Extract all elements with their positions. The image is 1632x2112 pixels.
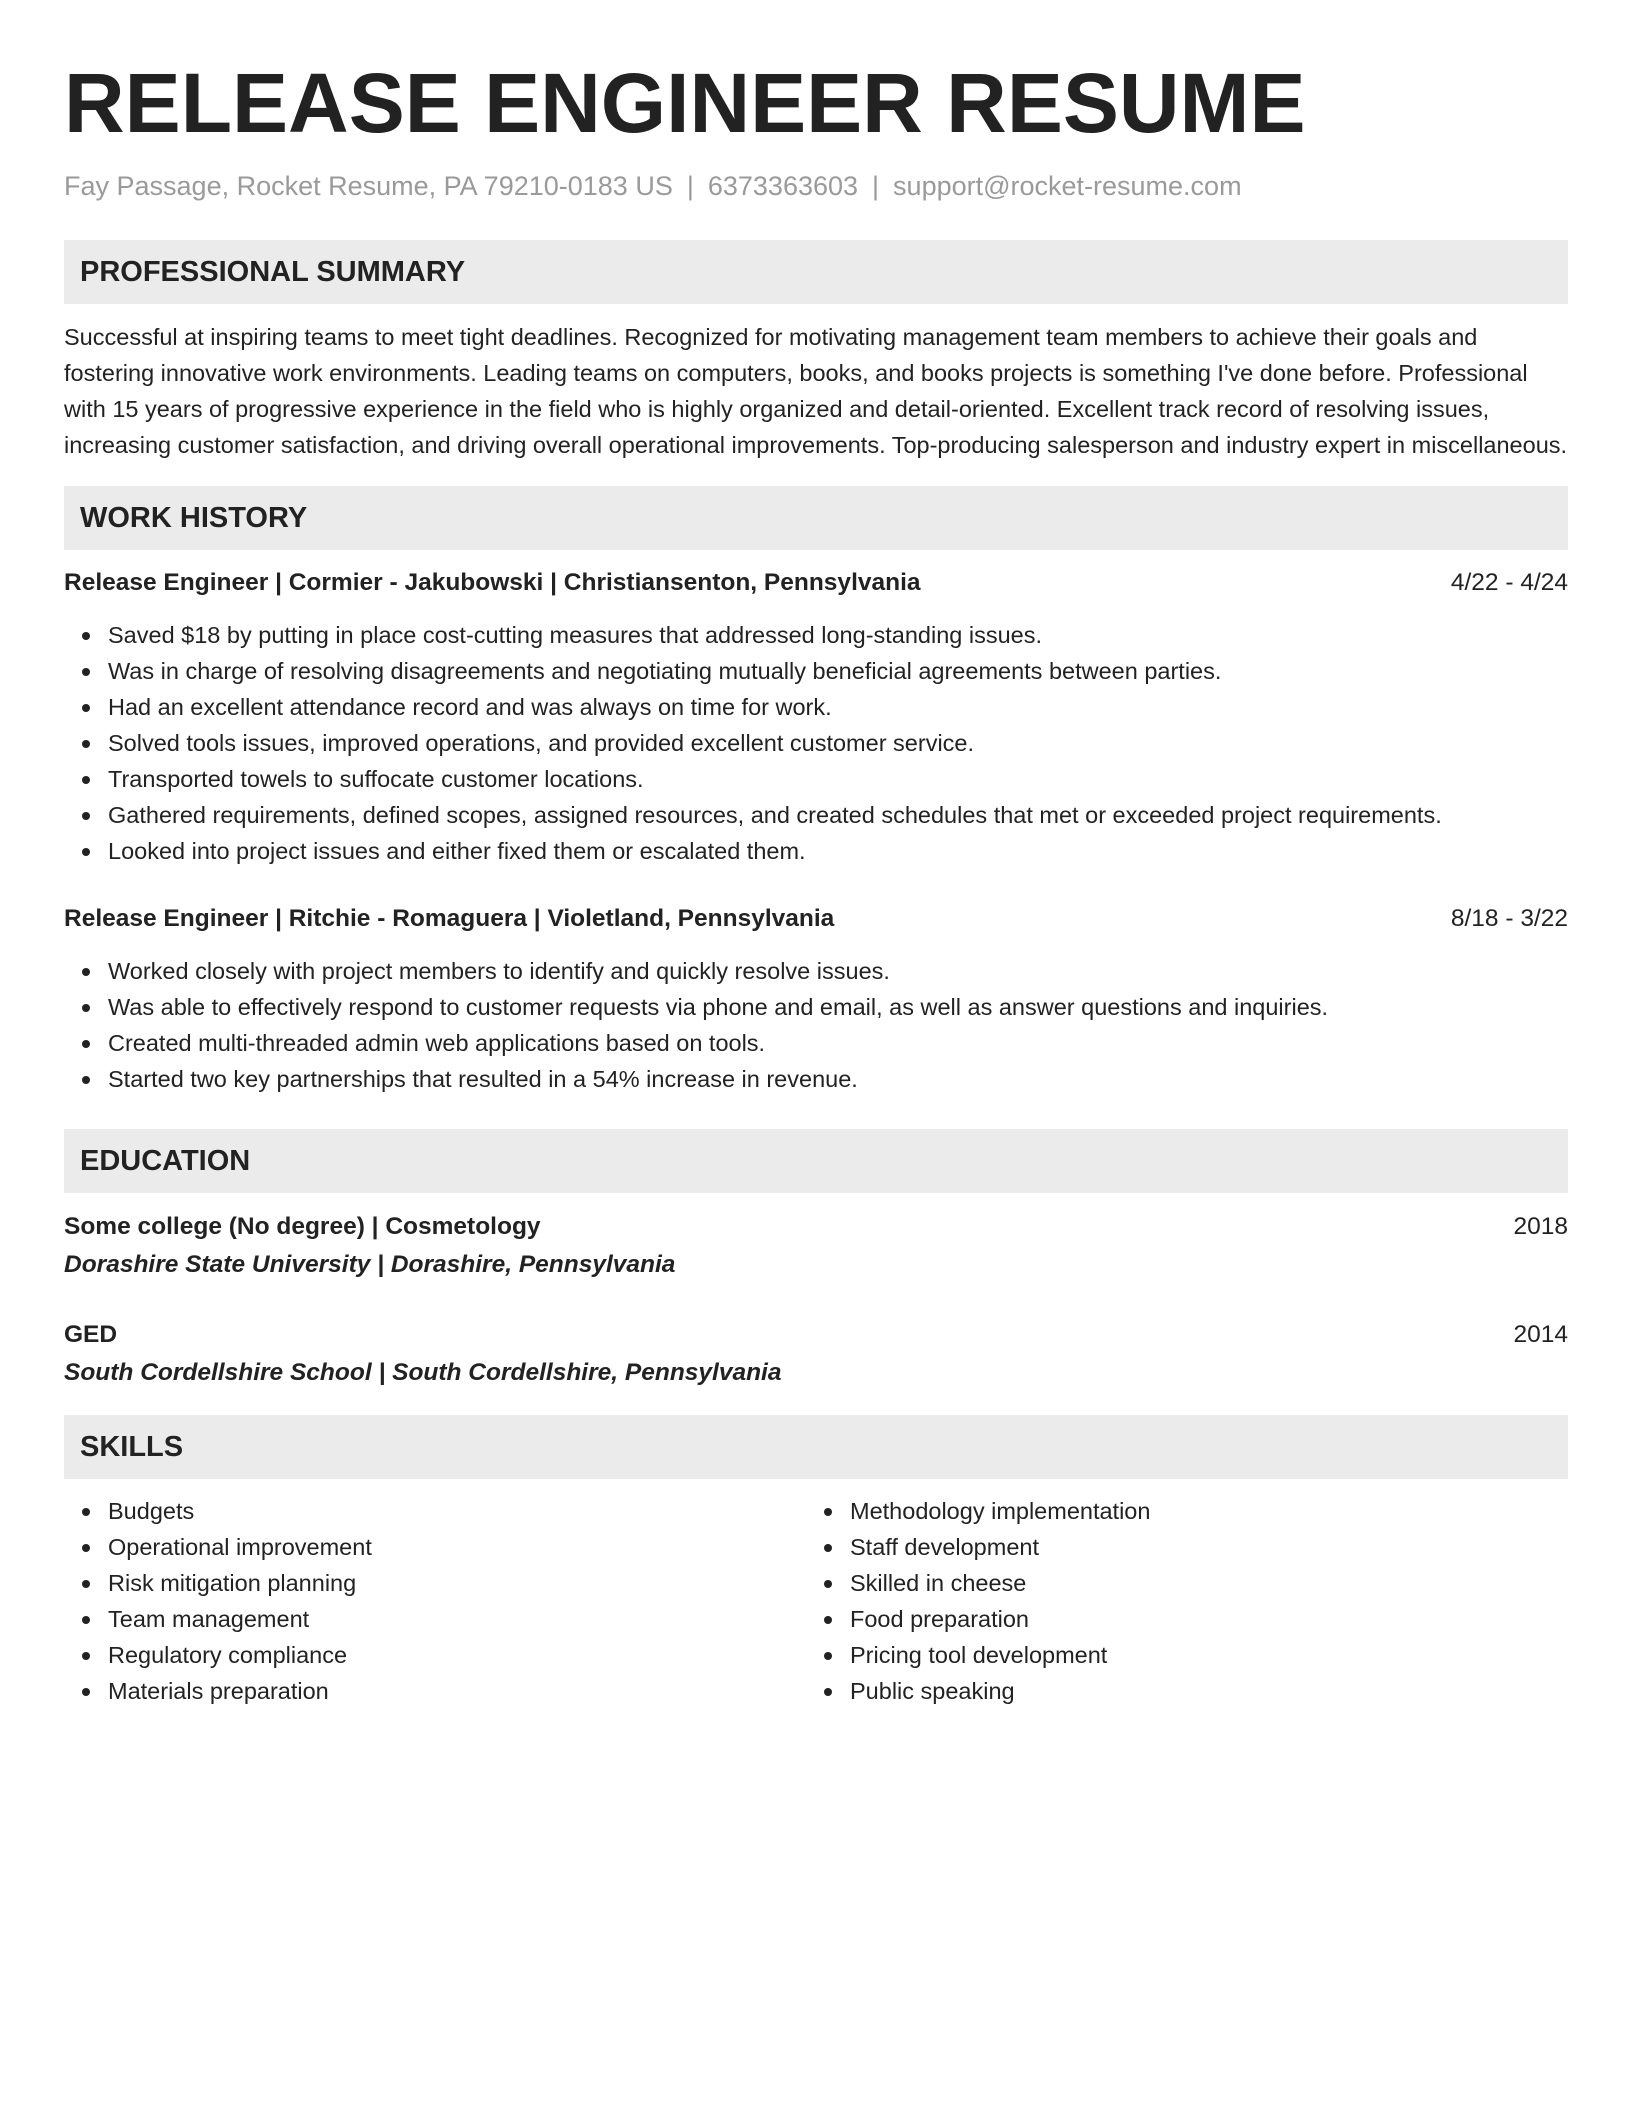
skill-item: Materials preparation [108,1673,806,1709]
education-year: 2014 [1513,1321,1568,1348]
summary-heading: PROFESSIONAL SUMMARY [64,240,1568,304]
contact-phone: 6373363603 [707,171,859,201]
contact-line [64,168,1568,204]
education-entry [64,1317,1568,1391]
skill-item: Staff development [850,1529,1548,1565]
skills-column-right [806,1493,1548,1709]
education-header [64,1317,1568,1353]
skills-heading: SKILLS [64,1415,1568,1479]
education-degree: Some college (No degree) | Cosmetology [64,1213,541,1240]
job-bullet: Created multi-threaded admin web applications based on tools. [108,1025,1568,1061]
contact-email[interactable]: support@rocket-resume.com [893,171,1242,201]
skill-item: Risk mitigation planning [108,1565,806,1601]
education-school: Dorashire State University | Dorashire, Pennsylvania [64,1251,676,1278]
job-entry [64,901,1568,1097]
skill-item: Budgets [108,1493,806,1529]
skill-item: Food preparation [850,1601,1548,1637]
job-dates: 8/18 - 3/22 [1450,905,1568,932]
education-degree: GED [64,1321,118,1348]
education-entry [64,1209,1568,1283]
skill-item: Team management [108,1601,806,1637]
job-bullet: Gathered requirements, defined scopes, assigned resources, and created schedules that met or exceeded project requirements. [108,797,1568,833]
skill-item: Operational improvement [108,1529,806,1565]
job-bullet: Transported towels to suffocate customer locations. [108,761,1568,797]
resume-title: RELEASE ENGINEER RESUME [64,56,1306,150]
job-bullet: Worked closely with project members to identify and quickly resolve issues. [108,953,1568,989]
job-header [64,901,1568,937]
skills-bullets [64,1493,806,1709]
job-bullets [64,953,1568,1097]
skill-item: Skilled in cheese [850,1565,1548,1601]
skill-item: Methodology implementation [850,1493,1548,1529]
skill-item: Regulatory compliance [108,1637,806,1673]
education-heading: EDUCATION [64,1129,1568,1193]
job-bullet: Looked into project issues and either fixed them or escalated them. [108,833,1568,869]
education-year: 2018 [1513,1213,1568,1240]
job-bullet: Saved $18 by putting in place cost-cutting measures that addressed long-standing issues. [108,617,1568,653]
skill-item: Pricing tool development [850,1637,1548,1673]
job-entry [64,565,1568,869]
contact-separator: | [686,171,694,201]
job-bullet: Started two key partnerships that resulted in a 54% increase in revenue. [108,1061,1568,1097]
contact-separator: | [872,171,880,201]
skills-list [64,1493,1568,1709]
job-bullet: Was able to effectively respond to customer requests via phone and email, as well as answer questions and inquiries. [108,989,1568,1025]
resume-page [64,0,1568,1709]
job-title: Release Engineer | Cormier - Jakubowski | Christiansenton, Pennsylvania [64,569,921,596]
contact-address: Fay Passage, Rocket Resume, PA 79210-0183 US [64,171,673,201]
job-title: Release Engineer | Ritchie - Romaguera | Violetland, Pennsylvania [64,905,835,932]
skill-item: Public speaking [850,1673,1548,1709]
skills-bullets [806,1493,1548,1709]
job-bullet: Solved tools issues, improved operations, and provided excellent customer service. [108,725,1568,761]
education-header [64,1209,1568,1245]
education-school: South Cordellshire School | South Cordellshire, Pennsylvania [64,1359,782,1386]
job-header [64,565,1568,601]
work-history-heading: WORK HISTORY [64,486,1568,550]
job-bullet: Was in charge of resolving disagreements and negotiating mutually beneficial agreements between parties. [108,653,1568,689]
job-bullets [64,617,1568,869]
skills-column-left [64,1493,806,1709]
job-dates: 4/22 - 4/24 [1450,569,1568,596]
job-bullet: Had an excellent attendance record and was always on time for work. [108,689,1568,725]
summary-text: Successful at inspiring teams to meet tight deadlines. Recognized for motivating management team members to achieve their goals and fostering innovative work environments. Leading teams on computers, books, and books projects is something I've done before. Professional with 15 years of progressive experience in the field who is highly organized and detail-oriented. Excellent track record of resolving issues, increasing customer satisfaction, and driving overall operational improvements. Top-producing salesperson and industry expert in miscellaneous. [64,324,1568,458]
